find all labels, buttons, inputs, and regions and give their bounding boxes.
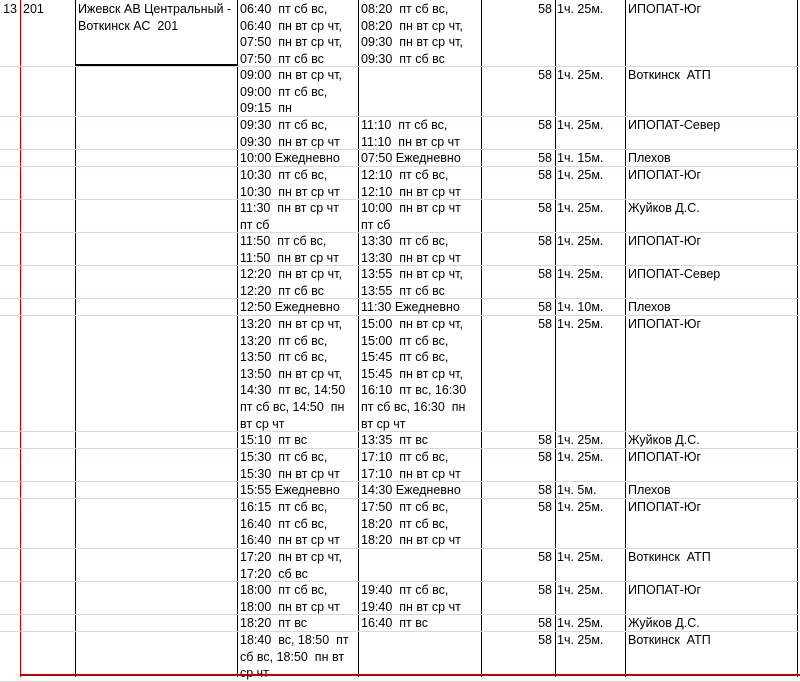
arrival-times-cell[interactable]: 13:30 пт сб вс, 13:30 пн вт ср чт <box>361 234 461 265</box>
duration-cell[interactable]: 1ч. 25м. <box>557 450 604 464</box>
duration-cell[interactable]: 1ч. 5м. <box>557 483 597 497</box>
departure-times-cell[interactable]: 15:55 Ежедневно <box>240 483 340 497</box>
distance-cell[interactable]: 58 <box>538 500 552 514</box>
distance-cell[interactable]: 58 <box>538 583 552 597</box>
carrier-cell[interactable]: Воткинск АТП <box>628 68 711 82</box>
arrival-times-cell[interactable]: 11:30 Ежедневно <box>361 300 460 314</box>
arrival-times-cell[interactable]: 08:20 пт сб вс, 08:20 пн вт ср чт, 09:30 пн вт ср чт, 09:30 пт сб вс <box>361 2 463 66</box>
arrival-times-cell[interactable]: 16:40 пт вс <box>361 616 428 630</box>
departure-times-cell[interactable]: 15:30 пт сб вс, 15:30 пн вт ср чт <box>240 450 340 481</box>
departure-times-cell[interactable]: 10:00 Ежедневно <box>240 151 340 165</box>
departure-times-cell[interactable]: 09:00 пн вт ср чт, 09:00 пт сб вс, 09:15 пн <box>240 68 342 116</box>
departure-times-cell[interactable]: 12:50 Ежедневно <box>240 300 340 314</box>
column-border <box>75 0 76 677</box>
route-number-cell[interactable]: 201 <box>23 2 44 16</box>
distance-cell[interactable]: 58 <box>538 616 552 630</box>
departure-times-cell[interactable]: 13:20 пн вт ср чт, 13:20 пт сб вс, 13:50 пт сб вс, 13:50 пн вт ср чт, 14:30 пт вс, 14:50 пт сб вс, 14:50 пн вт ср чт <box>240 317 346 431</box>
arrival-times-cell[interactable]: 11:10 пт сб вс, 11:10 пн вт ср чт <box>361 118 460 149</box>
column-border <box>555 0 556 677</box>
arrival-times-cell[interactable]: 19:40 пт сб вс, 19:40 пн вт ср чт <box>361 583 461 614</box>
arrival-times-cell[interactable]: 17:50 пт сб вс, 18:20 пт сб вс, 18:20 пн вт ср чт <box>361 500 461 548</box>
arrival-times-cell[interactable]: 12:10 пт сб вс, 12:10 пн вт ср чт <box>361 168 461 199</box>
distance-cell[interactable]: 58 <box>538 234 552 248</box>
carrier-cell[interactable]: Жуйков Д.С. <box>628 616 700 630</box>
distance-cell[interactable]: 58 <box>538 267 552 281</box>
carrier-cell[interactable]: ИПОПАТ-Юг <box>628 168 702 182</box>
departure-times-cell[interactable]: 12:20 пн вт ср чт, 12:20 пт сб вс <box>240 267 342 298</box>
column-border <box>237 0 238 677</box>
distance-cell[interactable]: 58 <box>538 118 552 132</box>
carrier-cell[interactable]: ИПОПАТ-Юг <box>628 583 702 597</box>
column-border <box>481 0 482 677</box>
column-border <box>625 0 626 677</box>
departure-times-cell[interactable]: 18:00 пт сб вс, 18:00 пн вт ср чт <box>240 583 340 614</box>
departure-times-cell[interactable]: 10:30 пт сб вс, 10:30 пн вт ср чт <box>240 168 340 199</box>
carrier-cell[interactable]: Плехов <box>628 300 671 314</box>
carrier-cell[interactable]: Воткинск АТП <box>628 633 711 647</box>
duration-cell[interactable]: 1ч. 25м. <box>557 616 604 630</box>
duration-cell[interactable]: 1ч. 25м. <box>557 433 604 447</box>
distance-cell[interactable]: 58 <box>538 317 552 331</box>
carrier-cell[interactable]: Жуйков Д.С. <box>628 201 700 215</box>
duration-cell[interactable]: 1ч. 25м. <box>557 550 604 564</box>
distance-cell[interactable]: 58 <box>538 151 552 165</box>
duration-cell[interactable]: 1ч. 25м. <box>557 267 604 281</box>
distance-cell[interactable]: 58 <box>538 633 552 647</box>
carrier-cell[interactable]: ИПОПАТ-Юг <box>628 450 702 464</box>
distance-cell[interactable]: 58 <box>538 450 552 464</box>
carrier-cell[interactable]: ИПОПАТ-Север <box>628 118 721 132</box>
arrival-times-cell[interactable]: 07:50 Ежедневно <box>361 151 461 165</box>
arrival-times-cell[interactable]: 13:55 пн вт ср чт, 13:55 пт сб вс <box>361 267 463 298</box>
departure-times-cell[interactable]: 09:30 пт сб вс, 09:30 пн вт ср чт <box>240 118 340 149</box>
route-name-cell[interactable]: Ижевск АВ Центральный - Воткинск АС 201 <box>78 2 232 33</box>
carrier-cell[interactable]: ИПОПАТ-Юг <box>628 234 702 248</box>
carrier-cell[interactable]: ИПОПАТ-Юг <box>628 2 702 16</box>
carrier-cell[interactable]: Воткинск АТП <box>628 550 711 564</box>
sheet-bottom-border <box>20 674 800 676</box>
duration-cell[interactable]: 1ч. 25м. <box>557 2 604 16</box>
arrival-times-cell[interactable]: 13:35 пт вс <box>361 433 428 447</box>
duration-cell[interactable]: 1ч. 25м. <box>557 583 604 597</box>
arrival-times-cell[interactable]: 10:00 пн вт ср чт пт сб <box>361 201 461 232</box>
duration-cell[interactable]: 1ч. 25м. <box>557 201 604 215</box>
duration-cell[interactable]: 1ч. 15м. <box>557 151 604 165</box>
distance-cell[interactable]: 58 <box>538 483 552 497</box>
departure-times-cell[interactable]: 16:15 пт сб вс, 16:40 пт сб вс, 16:40 пн вт ср чт <box>240 500 340 548</box>
distance-cell[interactable]: 58 <box>538 300 552 314</box>
distance-cell[interactable]: 58 <box>538 433 552 447</box>
arrival-times-cell[interactable]: 15:00 пн вт ср чт, 15:00 пт сб вс, 15:45 пт сб вс, 15:45 пн вт ср чт, 16:10 пт вс, 16:30 пт сб вс, 16:30 пн вт ср чт <box>361 317 467 431</box>
carrier-cell[interactable]: ИПОПАТ-Юг <box>628 317 702 331</box>
departure-times-cell[interactable]: 18:40 вс, 18:50 пт сб вс, 18:50 пн вт ср чт <box>240 633 349 681</box>
distance-cell[interactable]: 58 <box>538 2 552 16</box>
duration-cell[interactable]: 1ч. 25м. <box>557 234 604 248</box>
distance-cell[interactable]: 58 <box>538 68 552 82</box>
carrier-cell[interactable]: Плехов <box>628 151 671 165</box>
duration-cell[interactable]: 1ч. 25м. <box>557 118 604 132</box>
duration-cell[interactable]: 1ч. 10м. <box>557 300 604 314</box>
carrier-cell[interactable]: Жуйков Д.С. <box>628 433 700 447</box>
distance-cell[interactable]: 58 <box>538 168 552 182</box>
departure-times-cell[interactable]: 11:50 пт сб вс, 11:50 пн вт ср чт <box>240 234 339 265</box>
duration-cell[interactable]: 1ч. 25м. <box>557 500 604 514</box>
duration-cell[interactable]: 1ч. 25м. <box>557 317 604 331</box>
departure-times-cell[interactable]: 06:40 пт сб вс, 06:40 пн вт ср чт, 07:50 пн вт ср чт, 07:50 пт сб вс <box>240 2 342 66</box>
distance-cell[interactable]: 58 <box>538 550 552 564</box>
departure-times-cell[interactable]: 17:20 пн вт ср чт, 17:20 сб вс <box>240 550 342 581</box>
arrival-times-cell[interactable]: 14:30 Ежедневно <box>361 483 461 497</box>
duration-cell[interactable]: 1ч. 25м. <box>557 168 604 182</box>
duration-cell[interactable]: 1ч. 25м. <box>557 68 604 82</box>
arrival-times-cell[interactable]: 17:10 пт сб вс, 17:10 пн вт ср чт <box>361 450 461 481</box>
row-number-cell[interactable]: 13 <box>3 2 17 16</box>
departure-times-cell[interactable]: 18:20 пт вс <box>240 616 307 630</box>
column-border <box>358 0 359 677</box>
duration-cell[interactable]: 1ч. 25м. <box>557 633 604 647</box>
carrier-cell[interactable]: ИПОПАТ-Юг <box>628 500 702 514</box>
departure-times-cell[interactable]: 15:10 пт вс <box>240 433 307 447</box>
distance-cell[interactable]: 58 <box>538 201 552 215</box>
carrier-cell[interactable]: Плехов <box>628 483 671 497</box>
departure-times-cell[interactable]: 11:30 пн вт ср чт пт сб <box>240 201 339 232</box>
carrier-cell[interactable]: ИПОПАТ-Север <box>628 267 721 281</box>
column-border <box>797 0 798 677</box>
row-header-border <box>20 0 21 677</box>
